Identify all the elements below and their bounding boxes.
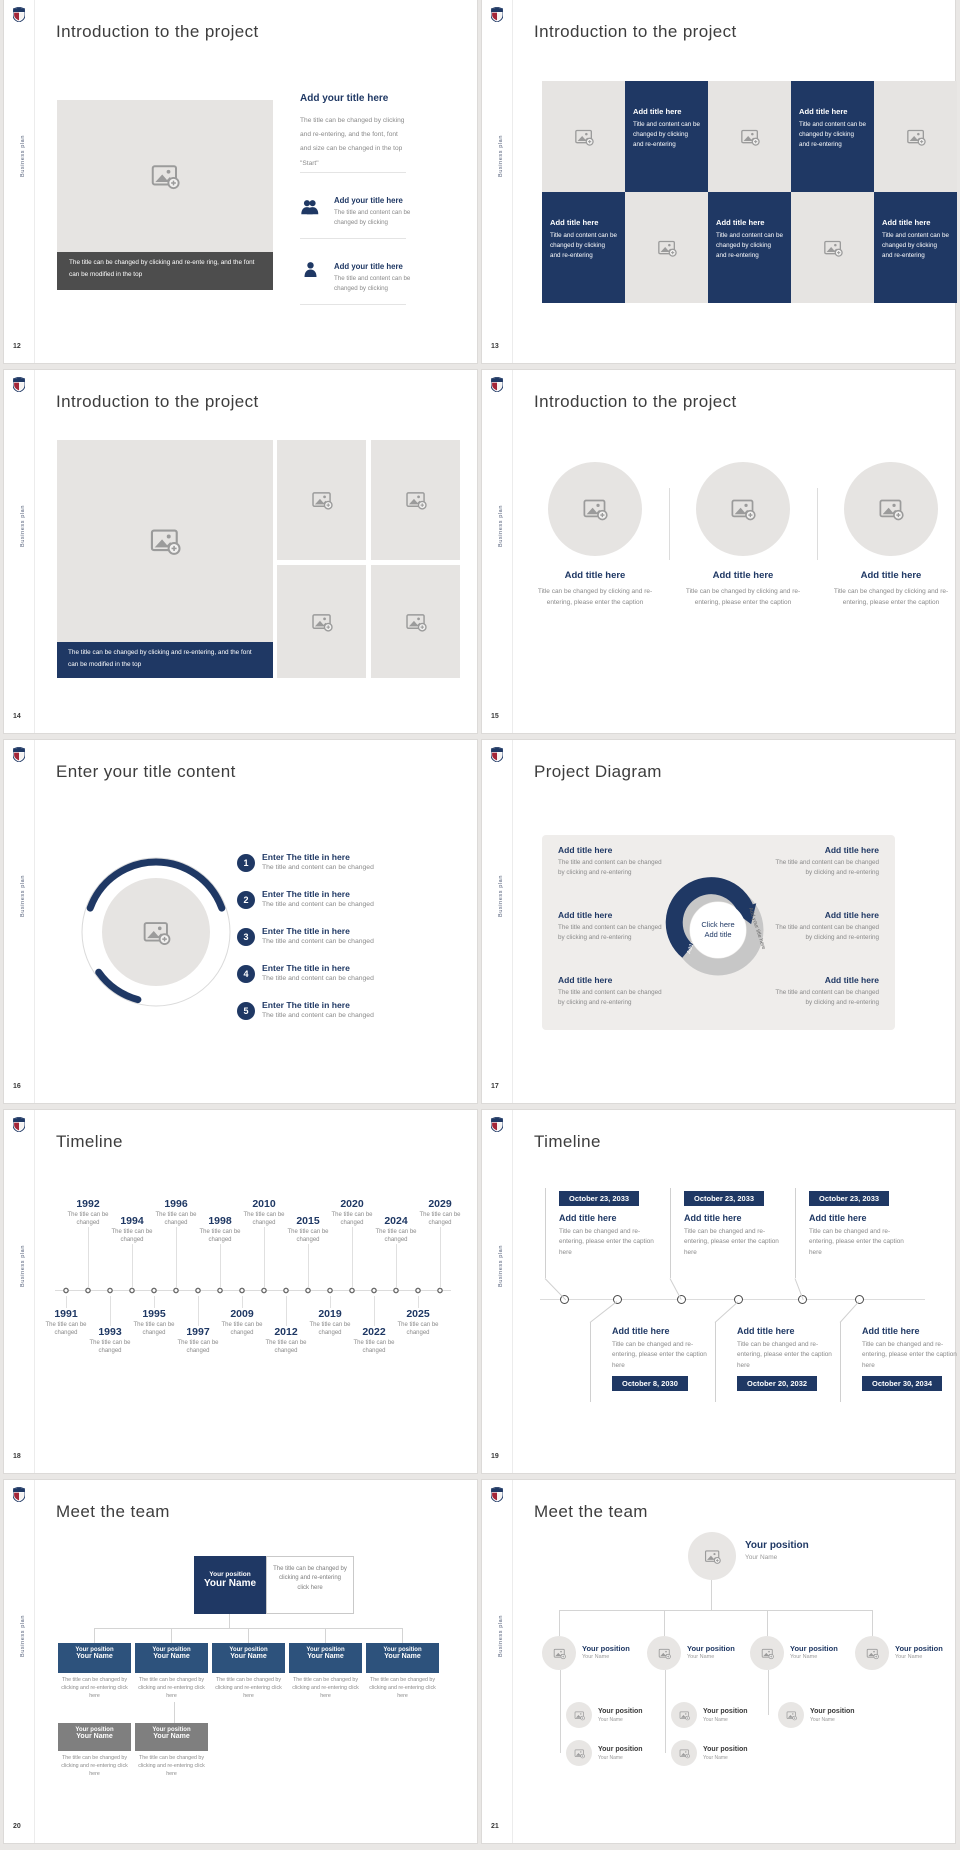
cell-title: Add title here	[716, 218, 765, 227]
avatar-placeholder[interactable]	[671, 1702, 697, 1728]
text-cell[interactable]	[625, 81, 708, 192]
card-body: Title can be changed and re-entering, please enter the caption here	[737, 1341, 832, 1369]
image-placeholder[interactable]	[277, 440, 366, 560]
timeline-event: 2010 The title can be changed	[232, 1198, 296, 1227]
add-image-icon	[150, 161, 180, 191]
timeline-event: 1996 The title can be changed	[144, 1198, 208, 1227]
slide-thumbnail-12[interactable]	[4, 0, 477, 363]
connector	[325, 1628, 326, 1643]
step-desc: The title and content can be changed	[262, 901, 374, 908]
slide-title: Project Diagram	[534, 762, 662, 781]
connector	[171, 1628, 172, 1643]
step-desc: The title and content can be changed	[262, 1012, 374, 1019]
step-desc: The title and content can be changed	[262, 975, 374, 982]
ring-label-right: Add your title here	[747, 906, 767, 951]
timeline-event: 2024 The title can be changed	[364, 1215, 428, 1244]
section-heading: Add your title here	[300, 93, 389, 104]
sidebar-divider	[512, 370, 513, 733]
item-title: Add title here	[558, 975, 613, 985]
slide-thumbnail-14[interactable]	[4, 370, 477, 733]
timeline-event: 1992 The title can be changed	[56, 1198, 120, 1227]
sidebar-divider	[34, 370, 35, 733]
page-number: 17	[491, 1083, 499, 1090]
avatar-placeholder[interactable]	[778, 1702, 804, 1728]
item-title: Add title here	[558, 845, 613, 855]
page-number: 12	[13, 343, 21, 350]
avatar-placeholder[interactable]	[566, 1740, 592, 1766]
member-position: Your position	[582, 1644, 630, 1653]
sidebar-divider	[512, 1480, 513, 1843]
page-number: 19	[491, 1453, 499, 1460]
brand-shield-icon	[491, 377, 503, 392]
connector	[559, 1610, 560, 1636]
member-position: Your position	[703, 1708, 748, 1715]
slide-title: Introduction to the project	[534, 392, 737, 411]
timeline-event: 1993 The title can be changed	[78, 1326, 142, 1355]
brand-shield-icon	[13, 377, 25, 392]
add-image-icon	[149, 525, 181, 557]
avatar-placeholder[interactable]	[647, 1636, 681, 1670]
step-desc: The title and content can be changed	[262, 864, 374, 871]
connector	[711, 1580, 712, 1610]
connector	[560, 1670, 561, 1753]
avatar-placeholder[interactable]	[855, 1636, 889, 1670]
card-body: Title can be changed and re-entering, please enter the caption here	[612, 1341, 707, 1369]
step-title: Enter The title in here	[262, 926, 350, 936]
sidebar-vertical-label: Business plan	[20, 1615, 26, 1658]
timeline-event: 1991 The title can be changed	[34, 1308, 98, 1337]
avatar-placeholder[interactable]	[688, 1532, 736, 1580]
sidebar-vertical-label: Business plan	[498, 135, 504, 178]
slide-thumbnail-15[interactable]	[482, 370, 955, 733]
member-name: Your Name	[895, 1654, 923, 1660]
brand-shield-icon	[491, 747, 503, 762]
connector	[248, 1628, 249, 1643]
brand-shield-icon	[13, 7, 25, 22]
add-image-icon	[866, 1647, 879, 1660]
member-position: Your position	[598, 1746, 643, 1753]
member-name: Your Name	[598, 1755, 623, 1761]
date-badge: October 20, 2032	[737, 1376, 817, 1391]
add-image-icon	[823, 238, 843, 258]
sidebar-divider	[34, 1110, 35, 1473]
avatar-placeholder[interactable]	[671, 1740, 697, 1766]
member-note: The title can be changed by clicking and re-entering click here	[215, 1677, 282, 1699]
page-number: 16	[13, 1083, 21, 1090]
list-item-desc: The title and content can be changed by clicking	[334, 275, 411, 292]
slide-title: Timeline	[534, 1132, 601, 1151]
sidebar-vertical-label: Business plan	[498, 1615, 504, 1658]
text-cell[interactable]	[708, 192, 791, 303]
member-note: The title can be changed by clicking and re-entering click here	[138, 1755, 205, 1777]
org-member-box: Your position Your Name	[212, 1643, 285, 1673]
sidebar-vertical-label: Business plan	[20, 875, 26, 918]
step-desc: The title and content can be changed	[262, 938, 374, 945]
sidebar-vertical-label: Business plan	[498, 875, 504, 918]
timeline-event: 2012 The title can be changed	[254, 1326, 318, 1355]
item-title: Add title here	[824, 845, 879, 855]
card-title: Add title here	[737, 1326, 795, 1336]
item-desc: The title and content can be changed by clicking and re-entering	[558, 989, 662, 1007]
step-number-badge: 3	[237, 928, 255, 946]
step-number-badge: 1	[237, 854, 255, 872]
slide-title: Introduction to the project	[56, 392, 259, 411]
image-placeholder[interactable]	[542, 81, 625, 192]
person-icon	[304, 262, 317, 277]
slide-title: Enter your title content	[56, 762, 236, 781]
add-image-icon	[657, 238, 677, 258]
date-badge: October 8, 2030	[612, 1376, 688, 1391]
add-image-icon	[311, 489, 333, 511]
image-placeholder[interactable]	[57, 100, 273, 252]
org-member-box-gray: Your position Your Name	[135, 1723, 208, 1751]
org-member-box: Your position Your Name	[366, 1643, 439, 1673]
cell-title: Add title here	[550, 218, 599, 227]
text-cell[interactable]	[542, 192, 625, 303]
avatar-placeholder[interactable]	[542, 1636, 576, 1670]
org-root-note: The title can be changed by clicking and re-entering click here	[266, 1556, 354, 1614]
org-member-box: Your position Your Name	[58, 1643, 131, 1673]
timeline-event: 2020 The title can be changed	[320, 1198, 384, 1227]
sidebar-divider	[34, 0, 35, 363]
timeline-card-bottom	[840, 1322, 960, 1402]
sidebar-divider	[512, 1110, 513, 1473]
cell-body: Title and content can be changed by clicking and re-entering	[799, 121, 866, 149]
image-placeholder-circle[interactable]	[696, 462, 790, 556]
connector-slant	[670, 1278, 682, 1300]
card-body: Title can be changed and re-entering, please enter the caption here	[684, 1228, 779, 1256]
timeline-event: 1995 The title can be changed	[122, 1308, 186, 1337]
timeline-event: 2029 The title can be changed	[408, 1198, 472, 1227]
add-image-icon	[906, 127, 926, 147]
brand-shield-icon	[491, 7, 503, 22]
timeline-card-bottom	[715, 1322, 843, 1402]
timeline-card-top	[670, 1188, 792, 1278]
avatar-placeholder[interactable]	[566, 1702, 592, 1728]
image-placeholder-circle[interactable]	[844, 462, 938, 556]
text-cell[interactable]	[874, 192, 957, 303]
member-note: The title can be changed by clicking and re-entering click here	[292, 1677, 359, 1699]
member-name: Your Name	[582, 1654, 610, 1660]
member-name: Your Name	[810, 1717, 835, 1723]
section-body: The title can be changed by clicking and re-entering, and the font, font and size can be changed in the top "Start"	[300, 117, 405, 167]
slide-thumbnail-21[interactable]	[482, 1480, 955, 1843]
add-image-icon	[679, 1748, 690, 1759]
timeline-axis	[540, 1299, 925, 1300]
timeline-event: 2025 The title can be changed	[386, 1308, 450, 1337]
member-name: Your Name	[703, 1717, 728, 1723]
divider	[300, 238, 406, 239]
card-body: Title can be changed and re-entering, please enter the caption here	[809, 1228, 904, 1256]
slide-thumbnail-16[interactable]	[4, 740, 477, 1103]
image-caption: The title can be changed by clicking and re-ente ring, and the font can be modified in the top	[57, 252, 273, 290]
member-name: Your Name	[703, 1755, 728, 1761]
column-body: Title can be changed by clicking and re-entering, please enter the caption	[537, 588, 653, 607]
add-image-icon	[405, 611, 427, 633]
slide-title: Meet the team	[534, 1502, 648, 1521]
sidebar-vertical-label: Business plan	[498, 1245, 504, 1288]
timeline-event: 1994 The title can be changed	[100, 1215, 164, 1244]
image-placeholder[interactable]	[371, 565, 460, 678]
sidebar-divider	[34, 740, 35, 1103]
cell-title: Add title here	[633, 107, 682, 116]
circular-diagram	[78, 854, 234, 1010]
card-body: Title can be changed and re-entering, please enter the caption here	[559, 1228, 654, 1256]
item-desc: The title and content can be changed by clicking and re-entering	[775, 924, 879, 942]
sidebar-divider	[512, 0, 513, 363]
cycle-arrow-diagram	[660, 872, 776, 988]
brand-shield-icon	[13, 747, 25, 762]
card-title: Add title here	[559, 1213, 617, 1223]
connector	[559, 1610, 872, 1611]
connector	[768, 1670, 769, 1715]
card-body: Title can be changed and re-entering, please enter the caption here	[862, 1341, 957, 1369]
add-image-icon	[311, 611, 333, 633]
column-body: Title can be changed by clicking and re-entering, please enter the caption	[685, 588, 801, 607]
slide-thumbnail-13[interactable]	[482, 0, 955, 363]
timeline-axis	[55, 1287, 451, 1294]
timeline-event: 2015 The title can be changed	[276, 1215, 340, 1244]
brand-shield-icon	[13, 1487, 25, 1502]
member-position: Your position	[745, 1540, 809, 1551]
slide-thumbnail-18[interactable]	[4, 1110, 477, 1473]
member-note: The title can be changed by clicking and re-entering click here	[369, 1677, 436, 1699]
connector-slant	[840, 1301, 859, 1322]
timeline-event: 2022 The title can be changed	[342, 1326, 406, 1355]
item-desc: The title and content can be changed by clicking and re-entering	[775, 859, 879, 877]
page-number: 18	[13, 1453, 21, 1460]
member-name: Your Name	[598, 1717, 623, 1723]
brand-shield-icon	[491, 1487, 503, 1502]
member-name: Your Name	[687, 1654, 715, 1660]
cell-body: Title and content can be changed by clicking and re-entering	[633, 121, 700, 149]
image-placeholder[interactable]	[874, 81, 957, 192]
connector	[665, 1670, 666, 1753]
connector	[767, 1610, 768, 1636]
cell-body: Title and content can be changed by clicking and re-entering	[550, 232, 617, 260]
connector-slant	[590, 1301, 617, 1323]
connector	[174, 1702, 175, 1723]
image-placeholder-circle[interactable]	[548, 462, 642, 556]
connector-slant	[715, 1301, 739, 1322]
image-placeholder[interactable]	[277, 565, 366, 678]
sidebar-vertical-label: Business plan	[20, 1245, 26, 1288]
column-body: Title can be changed by clicking and re-entering, please enter the caption	[833, 588, 949, 607]
add-image-icon	[704, 1548, 721, 1565]
add-image-icon	[786, 1710, 797, 1721]
date-badge: October 23, 2033	[809, 1191, 889, 1206]
column-title: Add title here	[564, 570, 626, 581]
page-number: 21	[491, 1823, 499, 1830]
slide-thumbnail-20[interactable]	[4, 1480, 477, 1843]
brand-shield-icon	[13, 1117, 25, 1132]
member-position: Your position	[810, 1708, 855, 1715]
add-image-icon	[582, 496, 608, 522]
brand-shield-icon	[491, 1117, 503, 1132]
image-placeholder[interactable]	[57, 440, 273, 642]
member-position: Your position	[790, 1644, 838, 1653]
image-placeholder[interactable]	[371, 440, 460, 560]
column-title: Add title here	[712, 570, 774, 581]
member-position: Your position	[687, 1644, 735, 1653]
member-position: Your position	[703, 1746, 748, 1753]
add-image-icon	[574, 127, 594, 147]
list-item-title: Add your title here	[334, 196, 403, 205]
image-placeholder[interactable]	[708, 81, 791, 192]
add-image-icon	[658, 1647, 671, 1660]
slide-thumbnail-19[interactable]	[482, 1110, 955, 1473]
member-position: Your position	[598, 1708, 643, 1715]
card-title: Add title here	[809, 1213, 867, 1223]
add-image-icon	[730, 496, 756, 522]
center-label-line1: Click here	[701, 920, 735, 929]
org-member-box-gray: Your position Your Name	[58, 1723, 131, 1751]
step-title: Enter The title in here	[262, 963, 350, 973]
add-image-icon	[574, 1748, 585, 1759]
member-position: Your position	[895, 1644, 943, 1653]
item-title: Add title here	[558, 910, 613, 920]
step-title: Enter The title in here	[262, 889, 350, 899]
center-label-line2: Add title	[704, 930, 732, 939]
add-image-icon	[740, 127, 760, 147]
item-desc: The title and content can be changed by clicking and re-entering	[775, 989, 879, 1007]
member-note: The title can be changed by clicking and re-entering click here	[138, 1677, 205, 1699]
add-image-icon	[761, 1647, 774, 1660]
add-image-icon	[574, 1710, 585, 1721]
slide-title: Introduction to the project	[56, 22, 259, 41]
item-title: Add title here	[824, 910, 879, 920]
connector	[229, 1614, 230, 1628]
timeline-event: 2009 The title can be changed	[210, 1308, 274, 1337]
divider	[300, 172, 406, 173]
org-member-box: Your position Your Name	[289, 1643, 362, 1673]
connector	[872, 1610, 873, 1636]
add-image-icon	[553, 1647, 566, 1660]
connector	[94, 1628, 95, 1643]
item-title: Add title here	[824, 975, 879, 985]
cell-title: Add title here	[799, 107, 848, 116]
sidebar-vertical-label: Business plan	[498, 505, 504, 548]
step-number-badge: 5	[237, 1002, 255, 1020]
slide-title: Timeline	[56, 1132, 123, 1151]
image-placeholder[interactable]	[625, 192, 708, 303]
people-icon	[300, 200, 320, 215]
avatar-placeholder[interactable]	[750, 1636, 784, 1670]
page-number: 14	[13, 713, 21, 720]
card-title: Add title here	[612, 1326, 670, 1336]
timeline-card-top	[795, 1188, 917, 1278]
connector-slant	[545, 1278, 567, 1300]
date-badge: October 23, 2033	[559, 1191, 639, 1206]
member-note: The title can be changed by clicking and re-entering click here	[61, 1677, 128, 1699]
member-position: Your position	[209, 1571, 251, 1578]
column-divider	[669, 488, 670, 560]
step-number-badge: 4	[237, 965, 255, 983]
member-name: Your Name	[790, 1654, 818, 1660]
timeline-event: 1997 The title can be changed	[166, 1326, 230, 1355]
cell-body: Title and content can be changed by clicking and re-entering	[882, 232, 949, 260]
cell-title: Add title here	[882, 218, 931, 227]
text-cell[interactable]	[791, 81, 874, 192]
item-desc: The title and content can be changed by clicking and re-entering	[558, 924, 662, 942]
member-note: The title can be changed by clicking and re-entering click here	[61, 1755, 128, 1777]
step-title: Enter The title in here	[262, 852, 350, 862]
list-item-title: Add your title here	[334, 262, 403, 271]
member-name: Your Name	[203, 1578, 257, 1589]
step-title: Enter The title in here	[262, 1000, 350, 1010]
column-divider	[817, 488, 818, 560]
date-badge: October 30, 2034	[862, 1376, 942, 1391]
cell-body: Title and content can be changed by clicking and re-entering	[716, 232, 783, 260]
date-badge: October 23, 2033	[684, 1191, 764, 1206]
add-image-icon	[679, 1710, 690, 1721]
connector	[664, 1610, 665, 1636]
slide-title: Meet the team	[56, 1502, 170, 1521]
item-desc: The title and content can be changed by clicking and re-entering	[558, 859, 662, 877]
page-number: 15	[491, 713, 499, 720]
ring-label-left: Add your title here	[686, 911, 706, 955]
sidebar-vertical-label: Business plan	[20, 505, 26, 548]
step-number-badge: 2	[237, 891, 255, 909]
timeline-event: 2019 The title can be changed	[298, 1308, 362, 1337]
timeline-card-top	[545, 1188, 667, 1278]
slide-title: Introduction to the project	[534, 22, 737, 41]
image-caption: The title can be changed by clicking and re-entering, and the font can be modified in the top	[57, 642, 273, 678]
org-root-box	[194, 1556, 266, 1614]
column-title: Add title here	[860, 570, 922, 581]
sidebar-divider	[512, 740, 513, 1103]
divider	[300, 304, 406, 305]
list-item-desc: The title and content can be changed by clicking	[334, 209, 411, 226]
timeline-card-bottom	[590, 1322, 718, 1402]
add-image-icon	[405, 489, 427, 511]
page-number: 20	[13, 1823, 21, 1830]
page-number: 13	[491, 343, 499, 350]
sidebar-divider	[34, 1480, 35, 1843]
image-placeholder[interactable]	[791, 192, 874, 303]
card-title: Add title here	[684, 1213, 742, 1223]
org-member-box: Your position Your Name	[135, 1643, 208, 1673]
card-title: Add title here	[862, 1326, 920, 1336]
connector	[402, 1628, 403, 1643]
sidebar-vertical-label: Business plan	[20, 135, 26, 178]
timeline-event: 1998 The title can be changed	[188, 1215, 252, 1244]
add-image-icon	[878, 496, 904, 522]
member-name: Your Name	[745, 1554, 778, 1561]
slide-thumbnail-17[interactable]	[482, 740, 955, 1103]
